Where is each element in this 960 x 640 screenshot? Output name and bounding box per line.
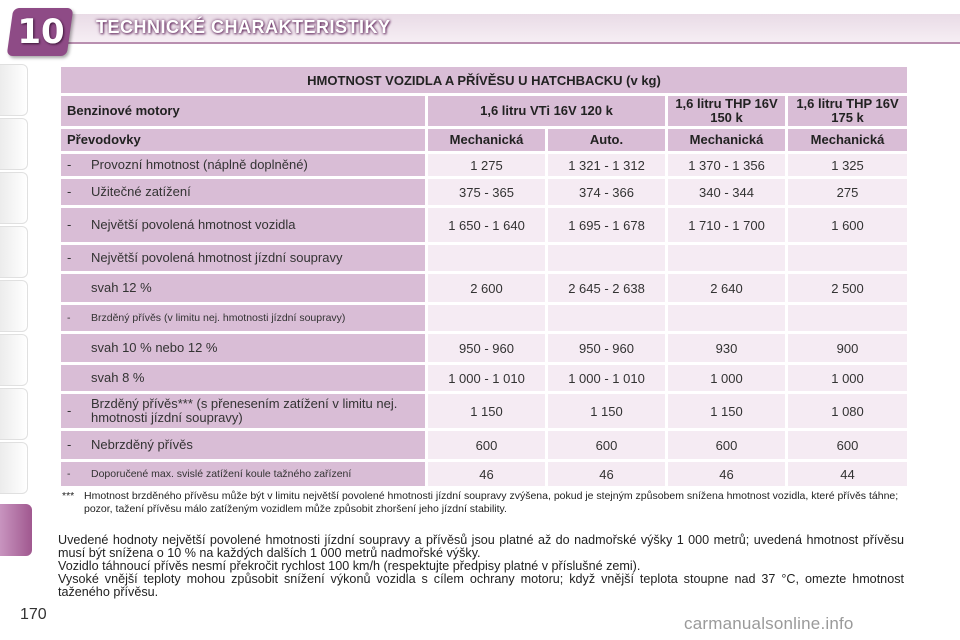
row-value: 1 370 - 1 356	[668, 154, 785, 176]
row-label	[61, 218, 425, 232]
row-value: 2 500	[788, 274, 907, 302]
row-value: 600	[668, 431, 785, 459]
footnote-mark: ***	[62, 490, 75, 502]
table-row	[61, 431, 907, 459]
table-row	[61, 274, 907, 302]
row-value: 375 - 365	[428, 179, 545, 205]
row-label	[61, 158, 425, 172]
gearbox-header-label: Převodovky	[61, 129, 425, 151]
table-row	[61, 365, 907, 391]
footnote-text: Hmotnost brzděného přívěsu může být v limitu největší povolené hmotnosti jízdní soupravy zvýšena, pokud je stejným způsobem snížena hmotnost vozidla, které přívěs táhne; pozor, tažení přívěsu málo zatíženým vozidlem může způsobit zhoršení jeho jízdní stability.	[84, 490, 899, 515]
row-label-cell	[61, 245, 425, 271]
table-row	[61, 208, 907, 242]
row-value: 2 600	[428, 274, 545, 302]
row-value: 600	[428, 431, 545, 459]
engine-header: 1,6 litru VTi 16V 120 k	[428, 96, 665, 126]
row-label	[61, 467, 425, 481]
row-value: 1 000 - 1 010	[548, 365, 665, 391]
row-value: 930	[668, 334, 785, 362]
watermark: carmanualsonline.info	[684, 614, 854, 633]
table-row	[61, 334, 907, 362]
row-label	[61, 397, 425, 425]
table-row	[61, 154, 907, 176]
row-value	[668, 305, 785, 331]
row-label-text: svah 10 % nebo 12 %	[91, 340, 218, 355]
table-body	[61, 154, 907, 486]
row-value: 1 150	[668, 394, 785, 428]
row-value	[668, 245, 785, 271]
chapter-tab-active[interactable]	[0, 504, 32, 556]
row-value: 2 645 - 2 638	[548, 274, 665, 302]
row-label-text: Provozní hmotnost (náplně doplněné)	[91, 157, 308, 172]
row-value: 600	[788, 431, 907, 459]
table-title: HMOTNOST VOZIDLA A PŘÍVĚSU U HATCHBACKU (v kg)	[61, 67, 907, 93]
row-value	[428, 305, 545, 331]
info-paragraph	[58, 534, 904, 599]
row-value: 1 600	[788, 208, 907, 242]
chapter-tab[interactable]	[0, 172, 28, 224]
row-label-cell	[61, 154, 425, 176]
row-value: 275	[788, 179, 907, 205]
row-label	[61, 251, 425, 265]
chapter-tab[interactable]	[0, 280, 28, 332]
row-value: 600	[548, 431, 665, 459]
row-label-text: Brzděný přívěs*** (s přenesením zatížení v limitu nej. hmotnosti jízdní soupravy)	[91, 396, 398, 425]
chapter-tab[interactable]	[0, 118, 28, 170]
row-value	[788, 305, 907, 331]
row-label-text: svah 12 %	[91, 280, 152, 295]
row-label-text: Největší povolená hmotnost vozidla	[91, 217, 296, 232]
row-label-text: Největší povolená hmotnost jízdní soupravy	[91, 250, 343, 265]
row-value: 1 080	[788, 394, 907, 428]
row-dash: -	[67, 217, 72, 232]
row-label-cell	[61, 431, 425, 459]
weight-spec-table	[58, 64, 910, 489]
row-value: 46	[668, 462, 785, 486]
row-label-cell	[61, 305, 425, 331]
row-label	[61, 438, 425, 452]
row-value: 2 640	[668, 274, 785, 302]
row-value: 44	[788, 462, 907, 486]
engine-header-label: Benzinové motory	[61, 96, 425, 126]
row-value: 900	[788, 334, 907, 362]
chapter-tab[interactable]	[0, 388, 28, 440]
row-value: 950 - 960	[548, 334, 665, 362]
row-label-text: svah 8 %	[91, 370, 145, 385]
chapter-tabs	[0, 64, 34, 604]
row-value: 340 - 344	[668, 179, 785, 205]
table-row	[61, 394, 907, 428]
row-label-text: Užitečné zatížení	[91, 184, 191, 199]
row-value: 1 695 - 1 678	[548, 208, 665, 242]
table-row	[61, 305, 907, 331]
chapter-tab[interactable]	[0, 64, 28, 116]
row-value	[428, 245, 545, 271]
row-value: 46	[428, 462, 545, 486]
engine-header: 1,6 litru THP 16V 150 k	[668, 96, 785, 126]
row-dash: -	[67, 184, 72, 199]
row-label-cell	[61, 365, 425, 391]
gearbox-header: Auto.	[548, 129, 665, 151]
row-value: 1 150	[428, 394, 545, 428]
row-value: 950 - 960	[428, 334, 545, 362]
row-dash: -	[67, 157, 72, 172]
table-row	[61, 179, 907, 205]
row-value	[548, 305, 665, 331]
row-label-cell	[61, 334, 425, 362]
row-label-text: Brzděný přívěs (v limitu nej. hmotnosti jízdní soupravy)	[91, 312, 346, 324]
chapter-title: TECHNICKÉ CHARAKTERISTIKY	[96, 17, 391, 37]
table-row	[61, 462, 907, 486]
row-value: 1 000 - 1 010	[428, 365, 545, 391]
chapter-tab[interactable]	[0, 442, 28, 494]
row-label-cell	[61, 274, 425, 302]
row-value: 46	[548, 462, 665, 486]
chapter-tab[interactable]	[0, 226, 28, 278]
row-label-text: Nebrzděný přívěs	[91, 437, 193, 452]
row-label-cell	[61, 462, 425, 486]
row-value: 1 650 - 1 640	[428, 208, 545, 242]
row-value: 1 710 - 1 700	[668, 208, 785, 242]
row-value: 1 325	[788, 154, 907, 176]
row-value: 1 321 - 1 312	[548, 154, 665, 176]
row-label	[61, 371, 425, 385]
row-value: 1 000	[668, 365, 785, 391]
row-label-cell	[61, 179, 425, 205]
gearbox-header: Mechanická	[428, 129, 545, 151]
row-label	[61, 185, 425, 199]
row-dash: -	[67, 250, 72, 265]
row-value	[548, 245, 665, 271]
row-label-cell	[61, 394, 425, 428]
engine-header: 1,6 litru THP 16V 175 k	[788, 96, 907, 126]
row-value	[788, 245, 907, 271]
chapter-number: 10	[17, 12, 65, 52]
row-label	[61, 341, 425, 355]
gearbox-header: Mechanická	[788, 129, 907, 151]
row-label	[61, 311, 425, 325]
chapter-tab[interactable]	[0, 334, 28, 386]
row-value: 1 000	[788, 365, 907, 391]
row-dash: -	[67, 403, 72, 418]
row-dash: -	[67, 437, 72, 452]
row-dash: -	[67, 468, 71, 480]
paragraph-line: Vozidlo táhnoucí přívěs nesmí překročit rychlost 100 km/h (respektujte předpisy platné v příslušné zemi).	[58, 559, 641, 573]
row-label-text: Doporučené max. svislé zatížení koule tažného zařízení	[91, 468, 352, 480]
row-value: 1 275	[428, 154, 545, 176]
row-label	[61, 281, 425, 295]
table-row	[61, 245, 907, 271]
row-dash: -	[67, 312, 71, 324]
row-value: 374 - 366	[548, 179, 665, 205]
page-number: 170	[20, 606, 47, 623]
gearbox-header: Mechanická	[668, 129, 785, 151]
paragraph-line: Vysoké vnější teploty mohou způsobit snížení výkonů vozidla s cílem ochrany motoru; když vnější teplota stoupne nad 37 °C, omezte hmotnost taženého přívěsu.	[58, 572, 904, 599]
row-label-cell	[61, 208, 425, 242]
paragraph-line: Uvedené hodnoty největší povolené hmotnosti jízdní soupravy a přívěsů jsou platné až do nadmořské výšky 1 000 metrů; uvedená hmotnost přívěsu musí být snížena o 10 % na každých dalších 1 000 metrů nadmořské výšky.	[58, 533, 904, 560]
footnote	[62, 490, 904, 516]
row-value: 1 150	[548, 394, 665, 428]
